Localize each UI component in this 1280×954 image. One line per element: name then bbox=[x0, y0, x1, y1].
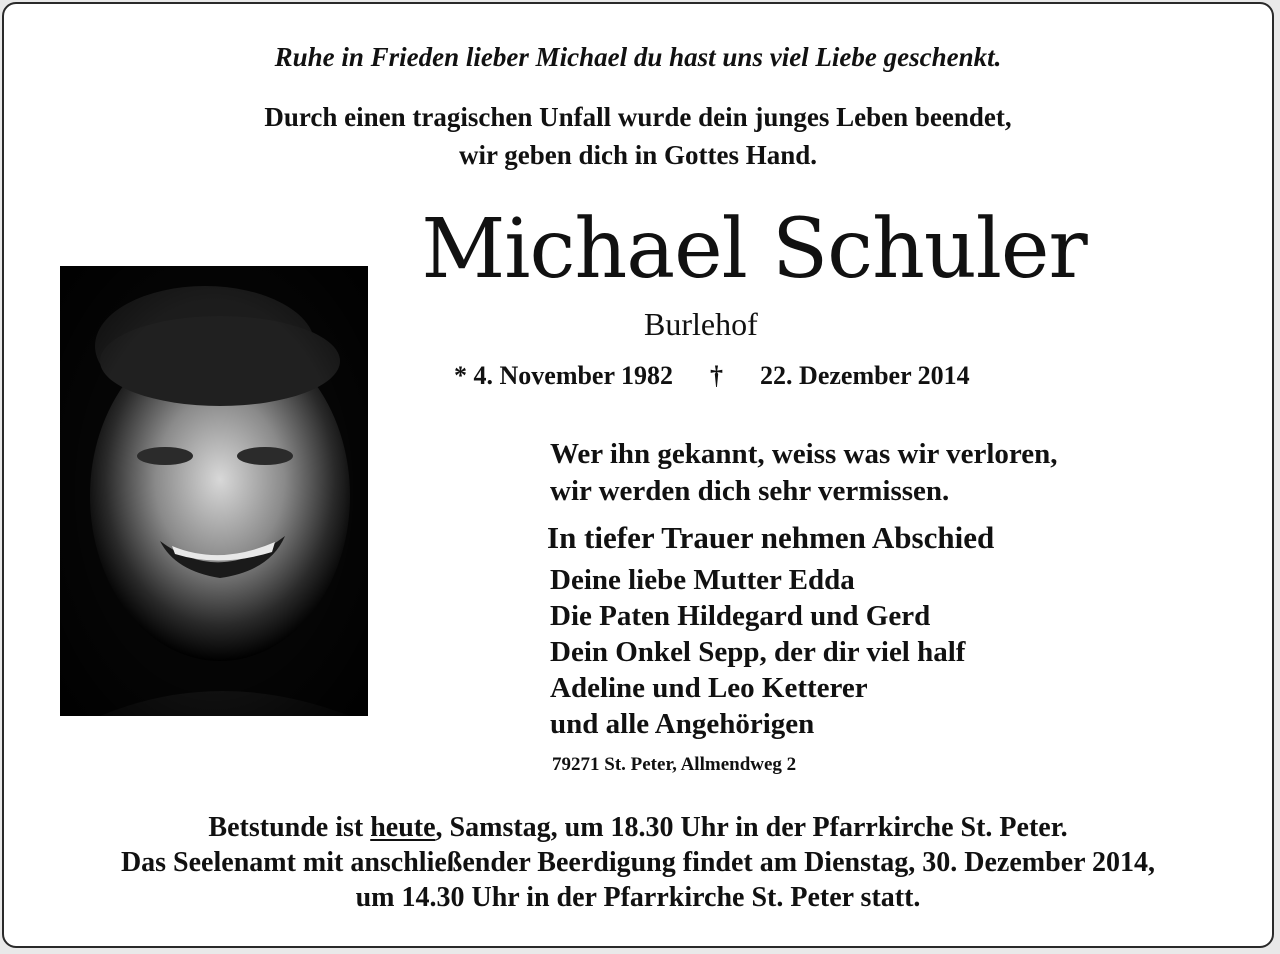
mourner-item: Deine liebe Mutter Edda bbox=[550, 564, 855, 596]
service-line-1-post: , Samstag, um 18.30 Uhr in der Pfarrkirche St. Peter. bbox=[435, 812, 1068, 843]
intro-line-2: wir geben dich in Gottes Hand. bbox=[458, 140, 818, 170]
mourners-heading: In tiefer Trauer nehmen Abschied bbox=[547, 520, 995, 555]
obituary-card bbox=[2, 2, 1274, 948]
portrait-image bbox=[60, 266, 368, 716]
birth-date: * 4. November 1982 bbox=[454, 361, 674, 390]
deceased-name: Michael Schuler bbox=[421, 202, 1087, 297]
memorial-quote bbox=[550, 436, 1058, 510]
quote-line-2: wir werden dich sehr vermissen. bbox=[550, 475, 950, 507]
portrait-photo bbox=[60, 266, 368, 716]
service-line-3: um 14.30 Uhr in der Pfarrkirche St. Peter statt. bbox=[355, 882, 921, 913]
mourner-item: Dein Onkel Sepp, der dir viel half bbox=[550, 636, 966, 668]
mourner-item: Adeline und Leo Ketterer bbox=[550, 672, 868, 704]
service-line-1-pre: Betstunde ist bbox=[208, 812, 371, 843]
service-line-2: Das Seelenamt mit anschließender Beerdigung findet am Dienstag, 30. Dezember 2014, bbox=[120, 847, 1156, 878]
mourner-item: und alle Angehörigen bbox=[550, 708, 815, 740]
motto-text: Ruhe in Frieden lieber Michael du hast uns viel Liebe geschenkt. bbox=[274, 42, 1002, 72]
service-day-emphasis: heute bbox=[370, 812, 436, 843]
intro-line-1: Durch einen tragischen Unfall wurde dein junges Leben beendet, bbox=[264, 102, 1012, 132]
mourner-item: Die Paten Hildegard und Gerd bbox=[550, 600, 931, 632]
cross-icon: † bbox=[710, 361, 724, 390]
service-info bbox=[4, 810, 1272, 915]
quote-line-1: Wer ihn gekannt, weiss was wir verloren, bbox=[550, 438, 1058, 470]
mourners-list bbox=[550, 562, 965, 742]
intro-text bbox=[4, 98, 1272, 174]
death-date: 22. Dezember 2014 bbox=[760, 361, 970, 390]
service-line-1 bbox=[4, 810, 1272, 845]
family-address: 79271 St. Peter, Allmendweg 2 bbox=[552, 754, 797, 775]
deceased-place: Burlehof bbox=[644, 306, 758, 342]
life-dates bbox=[454, 361, 970, 391]
